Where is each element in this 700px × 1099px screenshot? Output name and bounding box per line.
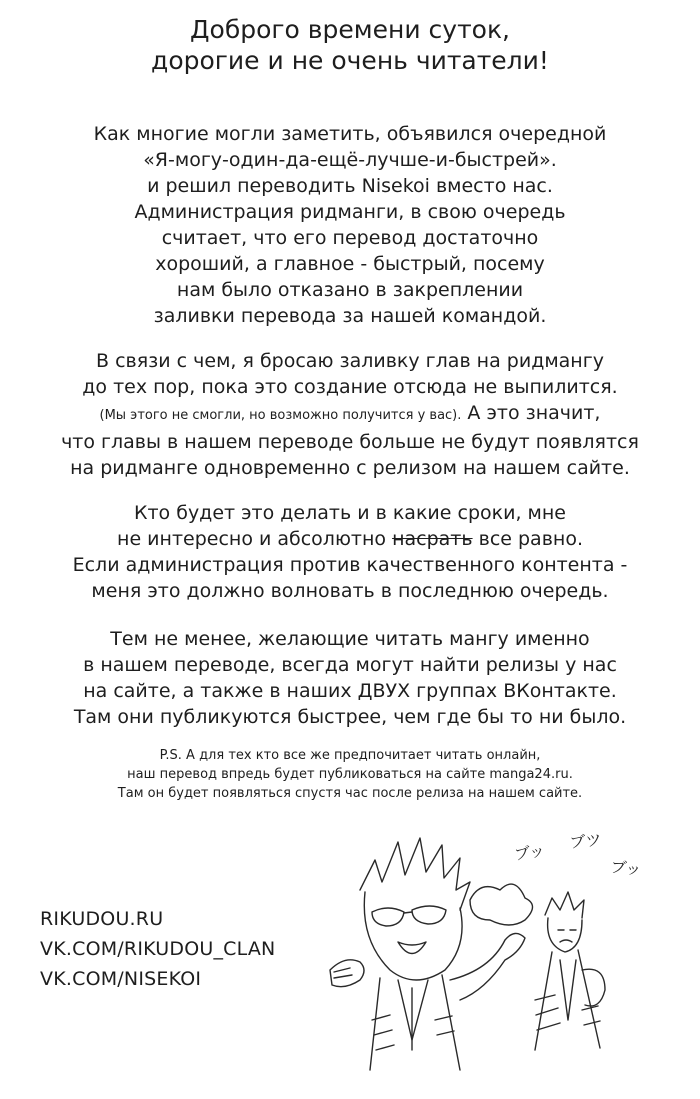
text-line: заливки перевода за нашей командой. [153, 305, 547, 327]
text-fragment: все равно. [472, 528, 583, 550]
text-line: в нашем переводе, всегда могут найти релизы у нас [83, 654, 617, 676]
link-vk-rikudou-clan[interactable]: VK.COM/RIKUDOU_CLAN [40, 938, 276, 960]
title-line: Доброго времени суток, [190, 15, 510, 44]
small-character-face [548, 918, 582, 952]
struck-word: насрать [392, 528, 473, 550]
postscript [0, 746, 700, 803]
text-line: Кто будет это делать и в какие сроки, мне [134, 502, 566, 524]
text-line: на ридманге одновременно с релизом на нашем сайте. [70, 457, 630, 479]
text-line: Как многие могли заметить, объявился очередной [93, 123, 607, 145]
paragraph-3 [0, 500, 700, 604]
sfx-text: ブッ [512, 840, 547, 864]
small-character-body [535, 950, 600, 1050]
title-line: дорогие и не очень читатели! [151, 46, 549, 75]
link-rikudou-site[interactable]: RIKUDOU.RU [40, 908, 164, 930]
paragraph-2 [0, 348, 700, 481]
link-vk-nisekoi[interactable]: VK.COM/NISEKOI [40, 968, 202, 990]
text-line: что главы в нашем переводе больше не будут появлятся [61, 431, 639, 453]
shrug-puff [470, 884, 533, 925]
text-line: Тем не менее, желающие читать мангу именно [110, 628, 590, 650]
sfx-text: ブッ [609, 857, 643, 880]
text-line: Там они публикуются быстрее, чем где бы то ни было. [73, 706, 627, 728]
text-line: В связи с чем, я бросаю заливку глав на ридмангу [96, 350, 604, 372]
page-title [0, 14, 700, 76]
ps-line: наш перевод впредь будет публиковаться на сайте manga24.ru. [127, 767, 573, 782]
ps-line: P.S. А для тех кто все же предпочитает читать онлайн, [159, 748, 541, 763]
manga-sketch-illustration [320, 820, 680, 1080]
paragraph-1 [0, 121, 700, 329]
text-line: и решил переводить Nisekoi вместо нас. [147, 175, 553, 197]
ps-line: Там он будет появляться спустя час после релиза на нашем сайте. [117, 786, 583, 801]
sfx-text: ブツ [568, 830, 603, 852]
text-line [0, 400, 700, 429]
glasses [372, 908, 404, 926]
text-line: меня это должно волновать в последнюю очередь. [91, 580, 609, 602]
site-links [40, 904, 275, 994]
character-hand [330, 960, 364, 987]
text-line [0, 526, 700, 552]
text-line: на сайте, а также в наших ДВУХ группах ВКонтакте. [83, 680, 617, 702]
small-character-hair [545, 892, 584, 918]
paragraph-4 [0, 626, 700, 730]
text-line: «Я-могу-один-да-ещё-лучше-и-быстрей». [143, 149, 557, 171]
small-aside-text: (Мы этого не смогли, но возможно получится у вас). [99, 408, 462, 423]
text-fragment: не интересно и абсолютно [117, 528, 393, 550]
character-hair [360, 838, 470, 910]
text-fragment: А это значит, [461, 402, 601, 424]
character-body [370, 975, 460, 1070]
text-line: считает, что его перевод достаточно [161, 227, 539, 249]
text-line: Администрация ридманги, в свою очередь [134, 201, 566, 223]
text-line: до тех пор, пока это создание отсюда не выпилится. [82, 376, 618, 398]
character-mouth [398, 942, 426, 954]
text-line: Если администрация против качественного контента - [72, 554, 628, 576]
text-line: нам было отказано в закреплении [176, 279, 524, 301]
character-face [364, 892, 462, 980]
text-line: хороший, а главное - быстрый, посему [155, 253, 545, 275]
